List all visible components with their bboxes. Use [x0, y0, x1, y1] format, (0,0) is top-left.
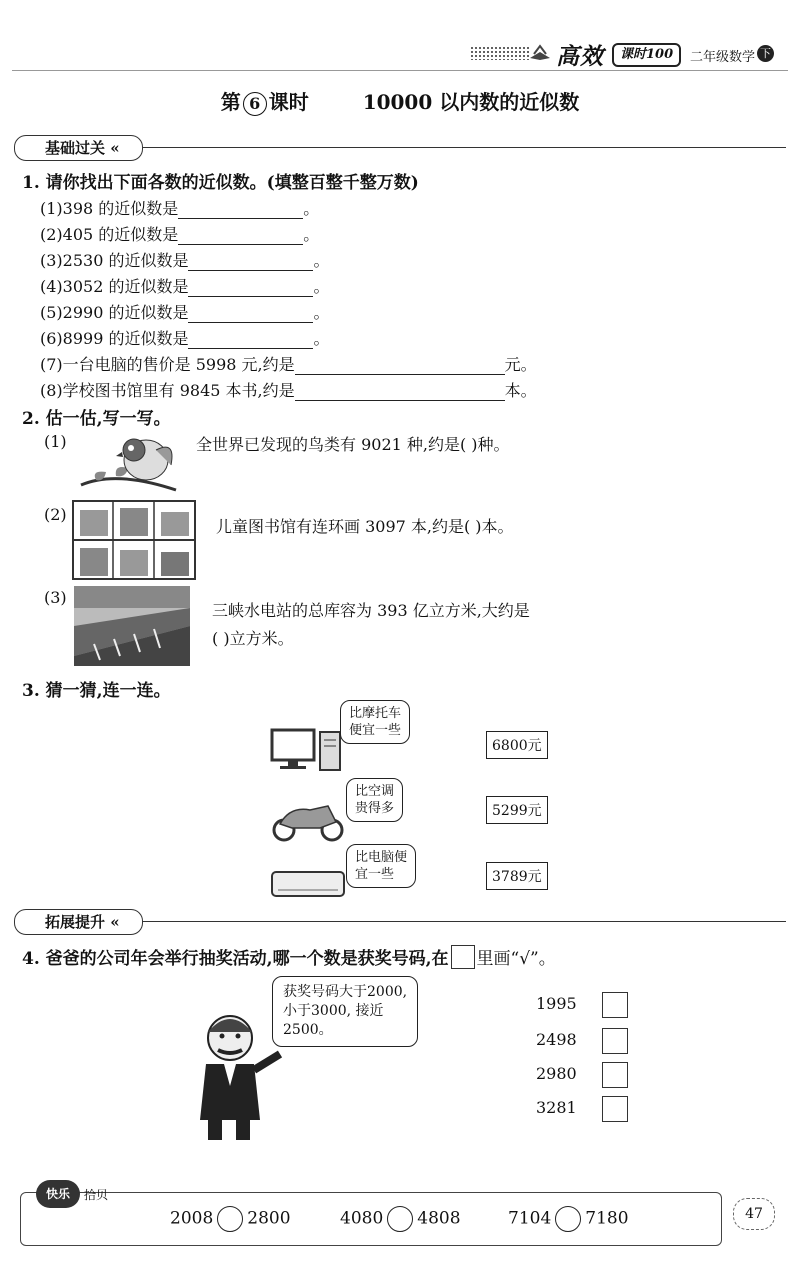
- q1-end: 本。: [504, 381, 537, 400]
- q1-text: (6)8999 的近似数是: [40, 329, 189, 348]
- header-decoration: [470, 46, 530, 60]
- brand-pill: 课时100: [612, 43, 681, 67]
- lesson-number: 6: [243, 92, 267, 116]
- clue-text: 宜一些: [355, 867, 395, 882]
- q1-text: (2)405 的近似数是: [40, 225, 179, 244]
- q2-item-label: (3): [44, 588, 67, 607]
- q1-item: [40, 352, 537, 375]
- q1-end: 。: [313, 329, 330, 348]
- section-tag-extend: 拓展提升 «: [14, 909, 143, 935]
- section-tag-basic: 基础过关 «: [14, 135, 143, 161]
- compare-circle[interactable]: [555, 1206, 581, 1232]
- checkbox-sample: [451, 945, 475, 969]
- q4-title: [22, 944, 556, 969]
- q1-text: (5)2990 的近似数是: [40, 303, 189, 322]
- brand-title: 高效: [556, 43, 604, 70]
- header-divider: [12, 70, 788, 71]
- clue-bubble: [272, 976, 418, 1047]
- clue-text: 小于3000, 接近: [283, 1003, 384, 1019]
- air-conditioner-icon: [270, 868, 346, 902]
- q1-item: [40, 326, 330, 349]
- answer-blank[interactable]: [295, 384, 505, 401]
- clue-bubble: [340, 700, 410, 744]
- q1-item: [40, 196, 319, 219]
- q1-item: [40, 222, 319, 245]
- q1-end: 。: [313, 277, 330, 296]
- bird-illustration: [76, 430, 186, 498]
- comparison: [508, 1206, 629, 1232]
- clue-text: 便宜一些: [349, 723, 402, 738]
- comparison: [340, 1206, 461, 1232]
- title-suffix: 课时: [268, 90, 309, 114]
- page-number: 47: [733, 1198, 775, 1230]
- lottery-number: 2498: [536, 1030, 577, 1049]
- q1-item: [40, 300, 330, 323]
- compare-left: 4080: [340, 1208, 384, 1229]
- answer-checkbox[interactable]: [602, 1062, 628, 1088]
- q2-item-label: (1): [44, 432, 67, 451]
- footer-badge: 快乐: [36, 1180, 80, 1208]
- answer-blank[interactable]: [188, 332, 313, 349]
- answer-checkbox[interactable]: [602, 1028, 628, 1054]
- section-label: 拓展提升: [45, 913, 106, 931]
- q1-end: 。: [313, 251, 330, 270]
- compare-circle[interactable]: [387, 1206, 413, 1232]
- q2-item-text: 三峡水电站的总库容为 393 亿立方米,大约是: [212, 601, 530, 620]
- bookshelf-illustration: [72, 500, 196, 580]
- section-label: 基础过关: [45, 139, 106, 157]
- q1-text: (1)398 的近似数是: [40, 199, 179, 218]
- q2-title: 2. 估一估,写一写。: [22, 409, 171, 429]
- price-option[interactable]: 3789元: [486, 862, 548, 890]
- compare-left: 2008: [170, 1208, 214, 1229]
- q1-end: 。: [313, 303, 330, 322]
- lottery-number: 1995: [536, 994, 577, 1013]
- q1-text: (8)学校图书馆里有 9845 本书,约是: [40, 381, 295, 400]
- q2-item-text: 全世界已发现的鸟类有 9021 种,约是( )种。: [196, 435, 510, 454]
- compare-right: 7180: [585, 1208, 629, 1229]
- q2-item-label: (2): [44, 505, 67, 524]
- q4-title-text: 里画“√”。: [476, 949, 556, 969]
- clue-bubble: [346, 778, 403, 822]
- page-title: [0, 86, 800, 116]
- q1-end: 。: [303, 199, 320, 218]
- clue-text: 比电脑便: [355, 850, 408, 865]
- q1-text: (3)2530 的近似数是: [40, 251, 189, 270]
- answer-blank[interactable]: [188, 254, 313, 271]
- answer-checkbox[interactable]: [602, 992, 628, 1018]
- q1-item: [40, 378, 537, 401]
- lottery-number: 2980: [536, 1064, 577, 1083]
- price-option[interactable]: 5299元: [486, 796, 548, 824]
- clue-text: 2500。: [283, 1022, 333, 1038]
- q1-item: [40, 274, 330, 297]
- q1-text: (7)一台电脑的售价是 5998 元,约是: [40, 355, 295, 374]
- clue-text: 获奖号码大于2000,: [283, 984, 408, 1000]
- clue-bubble: [346, 844, 416, 888]
- q1-end: 。: [303, 225, 320, 244]
- compare-right: 2800: [247, 1208, 291, 1229]
- answer-blank[interactable]: [188, 280, 313, 297]
- footer-badge-sub: 拾贝: [84, 1188, 109, 1202]
- answer-blank[interactable]: [178, 228, 303, 245]
- dam-photo: [74, 586, 190, 666]
- q1-end: 元。: [504, 355, 537, 374]
- q3-title: 3. 猜一猜,连一连。: [22, 681, 171, 701]
- title-topic: 10000 以内数的近似数: [362, 90, 580, 114]
- answer-blank[interactable]: [295, 358, 505, 375]
- book-icon: [528, 42, 552, 62]
- grade-mark: 下: [757, 45, 774, 62]
- q1-item: [40, 248, 330, 271]
- q4-title-text: 4. 爸爸的公司年会举行抽奖活动,哪一个数是获奖号码,在: [22, 949, 449, 969]
- price-option[interactable]: 6800元: [486, 731, 548, 759]
- compare-left: 7104: [508, 1208, 552, 1229]
- clue-text: 比空调: [355, 784, 395, 799]
- clue-text: 比摩托车: [349, 706, 402, 721]
- motorcycle-icon: [270, 796, 346, 842]
- answer-blank[interactable]: [178, 202, 303, 219]
- answer-checkbox[interactable]: [602, 1096, 628, 1122]
- title-prefix: 第: [220, 90, 241, 114]
- lottery-number: 3281: [536, 1098, 577, 1117]
- grade-label: 二年级数学: [690, 50, 756, 65]
- compare-circle[interactable]: [217, 1206, 243, 1232]
- compare-right: 4808: [417, 1208, 461, 1229]
- q2-item-text: 儿童图书馆有连环画 3097 本,约是( )本。: [216, 517, 514, 536]
- answer-blank[interactable]: [188, 306, 313, 323]
- q1-text: (4)3052 的近似数是: [40, 277, 189, 296]
- computer-icon: [270, 728, 346, 774]
- q1-title: 1. 请你找出下面各数的近似数。(填整百整千整万数): [22, 173, 419, 193]
- clue-text: 贵得多: [355, 801, 395, 816]
- comparison: [170, 1206, 291, 1232]
- q2-item-text: ( )立方米。: [212, 629, 294, 648]
